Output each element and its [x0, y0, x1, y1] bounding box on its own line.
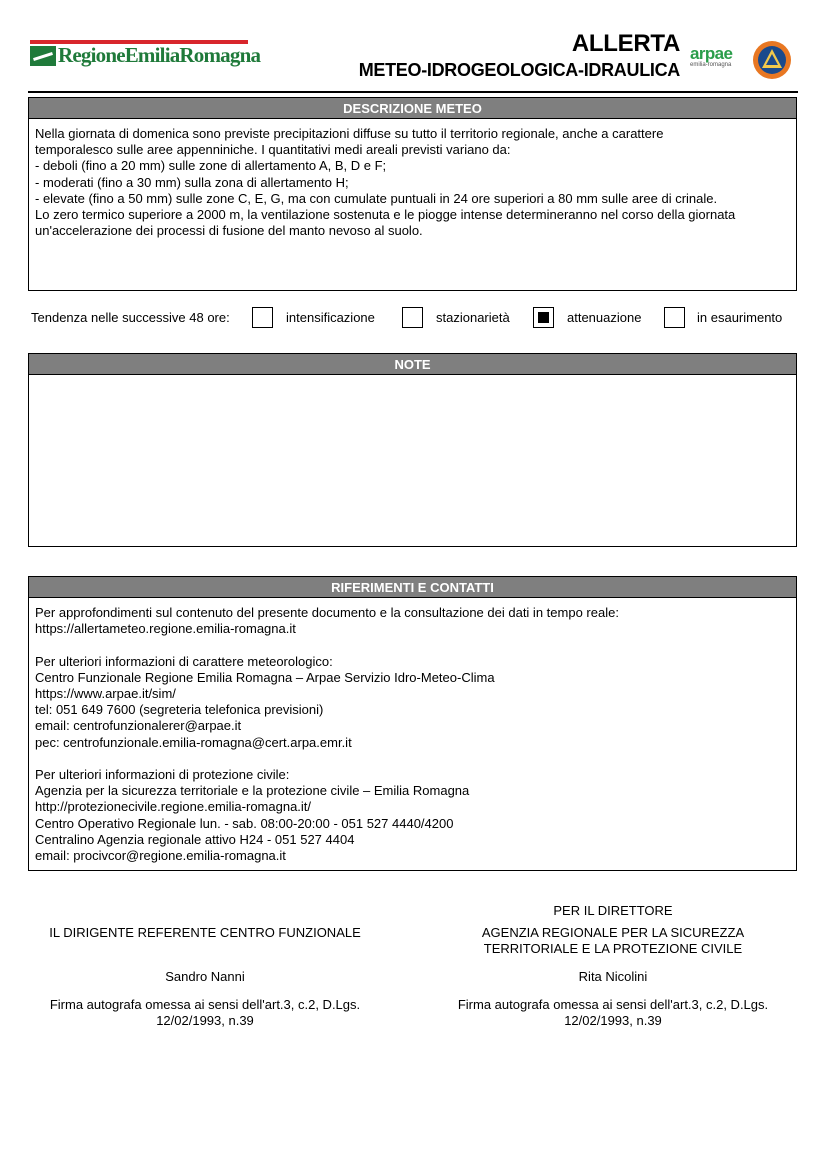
note-heading: NOTE	[29, 354, 796, 375]
protezione-civile-icon	[752, 40, 792, 80]
label-intensificazione: intensificazione	[286, 310, 375, 325]
label-in-esaurimento: in esaurimento	[697, 310, 783, 325]
riferimenti-contatti-box	[28, 576, 797, 871]
checkbox-intensificazione[interactable]	[252, 307, 273, 328]
document-subtitle: METEO-IDROGEOLOGICA-IDRAULICA	[358, 60, 680, 80]
riferimenti-line: Per ulteriori informazioni di protezione civile:	[35, 767, 290, 782]
descrizione-line: temporalesco sulle aree appenniniche. I quantitativi medi areali previsti variano da:	[35, 142, 511, 158]
regione-emilia-romagna-logo	[30, 40, 261, 72]
checkbox-attenuazione[interactable]	[533, 307, 554, 328]
arpae-logo-word: arpae	[690, 44, 733, 63]
riferimenti-line	[35, 751, 790, 767]
riferimenti-line: Per ulteriori informazioni di carattere meteorologico:	[35, 653, 333, 669]
label-stazionarieta: stazionarietà	[436, 310, 510, 325]
riferimenti-line: Centro Operativo Regionale lun. - sab. 08:00-20:00 - 051 527 4440/4200	[35, 815, 454, 831]
riferimenti-line: https://allertameteo.regione.emilia-romagna.it	[35, 621, 296, 637]
descrizione-line: Nella giornata di domenica sono previste precipitazioni diffuse su tutto il territorio regionale, anche a carattere	[35, 126, 664, 141]
riferimenti-line: http://protezionecivile.regione.emilia-romagna.it/	[35, 799, 312, 815]
firma-destra-nota-2: 12/02/1993, n.39	[564, 1013, 662, 1028]
firma-sinistra-nota-2: 12/02/1993, n.39	[156, 1013, 254, 1028]
descrizione-line: - deboli (fino a 20 mm) sulle zone di allertamento A, B, D e F;	[35, 158, 387, 174]
descrizione-line: - elevate (fino a 50 mm) sulle zone C, E, G, ma con cumulate puntuali in 24 ore superiori a 80 mm sulle aree di crinale.	[35, 190, 718, 206]
riferimenti-contatti-text	[29, 598, 796, 871]
note-box	[28, 353, 797, 547]
descrizione-meteo-text	[29, 119, 796, 246]
riferimenti-line	[35, 637, 790, 653]
riferimenti-line: Centralino Agenzia regionale attivo H24 - 051 527 4404	[35, 831, 355, 847]
riferimenti-line: email: centrofunzionalerer@arpae.it	[35, 718, 242, 734]
firma-destra-ruolo-2: TERRITORIALE E LA PROTEZIONE CIVILE	[483, 941, 743, 956]
riferimenti-line: Per approfondimenti sul contenuto del presente documento e la consultazione dei dati in tempo reale:	[35, 605, 619, 620]
firma-sinistra-ruolo: IL DIRIGENTE REFERENTE CENTRO FUNZIONALE	[49, 925, 361, 940]
descrizione-meteo-box	[28, 97, 797, 291]
logo-text: RegioneEmiliaRomagna	[58, 43, 261, 67]
firma-sinistra-nome: Sandro Nanni	[165, 969, 245, 984]
riferimenti-line: https://www.arpae.it/sim/	[35, 686, 176, 701]
tendenza-label: Tendenza nelle successive 48 ore:	[31, 310, 230, 325]
descrizione-meteo-heading: DESCRIZIONE METEO	[29, 98, 796, 119]
firma-destra-nota-1: Firma autografa omessa ai sensi dell'art.3, c.2, D.Lgs.	[457, 997, 769, 1012]
riferimenti-line: email: procivcor@regione.emilia-romagna.it	[35, 848, 286, 864]
logo-flag-icon	[30, 46, 56, 66]
checkbox-in-esaurimento[interactable]	[664, 307, 685, 328]
riferimenti-line: Centro Funzionale Regione Emilia Romagna – Arpae Servizio Idro-Meteo-Clima	[35, 669, 495, 685]
label-attenuazione: attenuazione	[567, 310, 642, 325]
firma-sinistra-nota-1: Firma autografa omessa ai sensi dell'art.3, c.2, D.Lgs.	[49, 997, 361, 1012]
header-divider	[28, 91, 798, 93]
tendenza-row	[31, 307, 797, 329]
riferimenti-line: tel: 051 649 7600 (segreteria telefonica previsioni)	[35, 702, 324, 718]
document-title: ALLERTA	[571, 30, 680, 57]
riferimenti-line: pec: centrofunzionale.emilia-romagna@cert.arpa.emr.it	[35, 734, 352, 750]
firma-destra-nome: Rita Nicolini	[578, 969, 648, 984]
descrizione-line: - moderati (fino a 30 mm) sulla zona di allertamento H;	[35, 174, 349, 190]
arpae-logo-tagline: emilia-romagna	[690, 62, 732, 68]
descrizione-line: un'accelerazione dei processi di fusione del manto nevoso al suolo.	[35, 223, 423, 239]
note-body	[29, 375, 796, 389]
firma-destra-pre: PER IL DIRETTORE	[553, 903, 673, 918]
checkbox-stazionarieta[interactable]	[402, 307, 423, 328]
arpae-logo	[690, 45, 744, 75]
riferimenti-line: Agenzia per la sicurezza territoriale e la protezione civile – Emilia Romagna	[35, 783, 470, 799]
firma-destra-ruolo-1: AGENZIA REGIONALE PER LA SICUREZZA	[481, 925, 745, 940]
riferimenti-contatti-heading: RIFERIMENTI E CONTATTI	[29, 577, 796, 598]
descrizione-line: Lo zero termico superiore a 2000 m, la ventilazione sostenuta e le piogge intense determineranno nel corso della giornata	[35, 207, 736, 223]
